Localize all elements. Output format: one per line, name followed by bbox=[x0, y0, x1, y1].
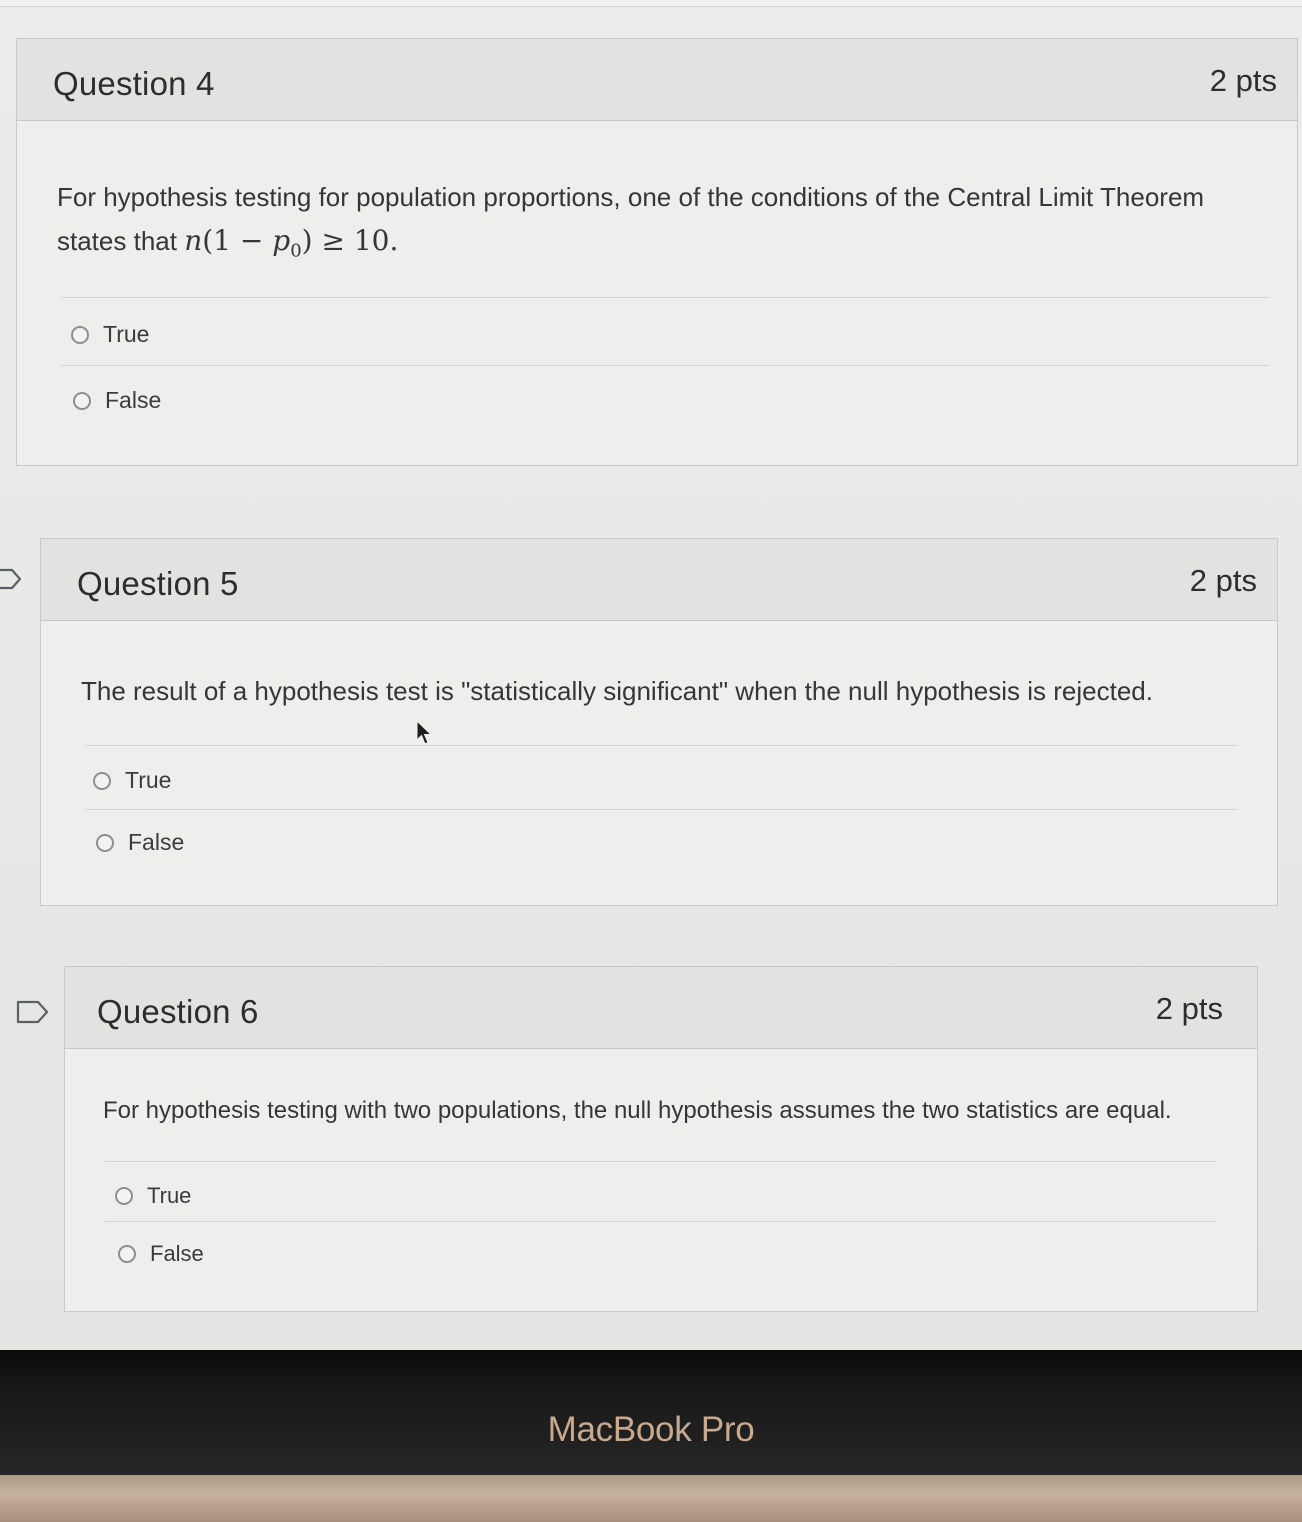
question-5-divider-2 bbox=[85, 809, 1237, 810]
device-label: MacBook Pro bbox=[547, 1410, 755, 1449]
question-5-radio-true[interactable] bbox=[93, 772, 111, 790]
question-5-points: 2 pts bbox=[1189, 563, 1257, 598]
question-6-radio-false[interactable] bbox=[118, 1245, 136, 1263]
question-6-divider-1 bbox=[105, 1161, 1217, 1162]
question-4-answer-true[interactable] bbox=[71, 321, 149, 348]
question-5-answer-true[interactable] bbox=[93, 767, 171, 794]
question-4-text bbox=[57, 175, 1267, 274]
question-6-header bbox=[65, 967, 1257, 1049]
question-4-label-false: False bbox=[105, 387, 162, 413]
question-6-label-false: False bbox=[150, 1241, 204, 1266]
question-4-title: Question 4 bbox=[53, 65, 215, 102]
question-5-header bbox=[41, 539, 1277, 621]
question-5-text: The result of a hypothesis test is "statistically significant" when the null hypothesis is rejected. bbox=[81, 676, 1153, 706]
question-4-formula bbox=[184, 224, 399, 262]
question-5-answer-false[interactable] bbox=[96, 829, 184, 856]
question-4-label-true: True bbox=[103, 321, 150, 347]
question-4-divider-2 bbox=[61, 365, 1269, 366]
formula-lparen: (1 − bbox=[202, 224, 273, 257]
question-6-answer-false[interactable] bbox=[118, 1241, 204, 1267]
question-4-answer-false[interactable] bbox=[73, 387, 161, 414]
question-6-divider-2 bbox=[105, 1221, 1217, 1222]
formula-rest: ) ≥ 10. bbox=[301, 224, 399, 257]
question-4-text-body: For hypothesis testing for population proportions, one of the conditions of the Central Limit Theorem states that bbox=[57, 182, 1205, 256]
formula-sub: 0 bbox=[290, 240, 302, 262]
question-6-points: 2 pts bbox=[1155, 991, 1223, 1026]
question-6-answer-true[interactable] bbox=[115, 1183, 191, 1209]
question-6-title: Question 6 bbox=[97, 993, 259, 1030]
formula-n: n bbox=[184, 224, 203, 257]
laptop-chassis bbox=[0, 1475, 1302, 1522]
top-edge bbox=[0, 0, 1302, 7]
question-5-divider-1 bbox=[85, 745, 1237, 746]
mouse-pointer-icon bbox=[416, 720, 434, 746]
question-6-radio-true[interactable] bbox=[115, 1187, 133, 1205]
flag-icon[interactable] bbox=[0, 568, 22, 590]
question-4-header bbox=[17, 39, 1297, 121]
question-4-radio-false[interactable] bbox=[73, 392, 91, 410]
flag-icon[interactable] bbox=[16, 1000, 50, 1024]
question-5-title: Question 5 bbox=[77, 565, 239, 602]
question-5-card bbox=[40, 538, 1278, 906]
question-6-text: For hypothesis testing with two populations, the null hypothesis assumes the two statistics are equal. bbox=[103, 1097, 1172, 1124]
question-4-card bbox=[16, 38, 1298, 466]
formula-p: p bbox=[272, 224, 291, 257]
question-6-card bbox=[64, 966, 1258, 1312]
question-5-label-true: True bbox=[125, 767, 172, 793]
question-4-radio-true[interactable] bbox=[71, 326, 89, 344]
question-5-label-false: False bbox=[128, 829, 185, 855]
question-5-radio-false[interactable] bbox=[96, 834, 114, 852]
question-6-label-true: True bbox=[147, 1183, 192, 1208]
question-4-divider-1 bbox=[61, 297, 1269, 298]
question-4-points: 2 pts bbox=[1209, 63, 1277, 98]
